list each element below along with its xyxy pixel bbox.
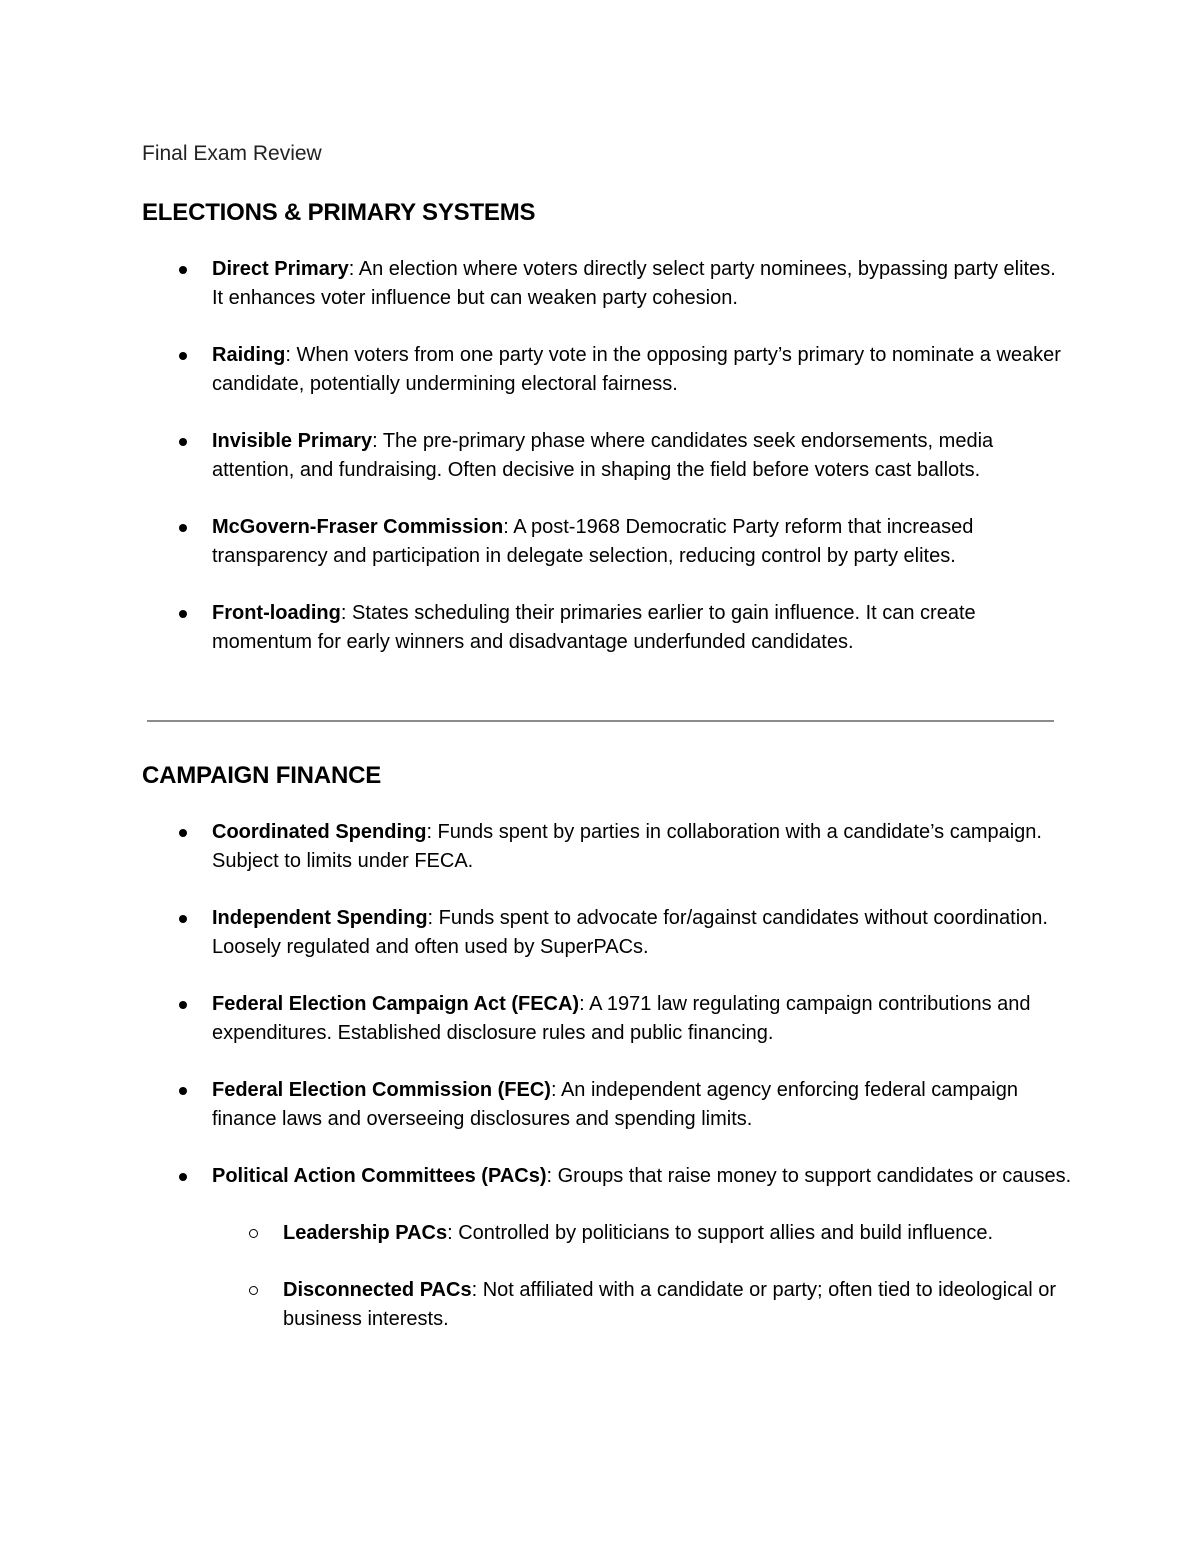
bullet-icon [179,438,187,446]
section-heading-elections: ELECTIONS & PRIMARY SYSTEMS [142,199,536,226]
term-definition: : Funds spent by parties in collaboration with a candidate’s campaign. Subject to limits under FECA. [212,821,1042,872]
term-definition: : A 1971 law regulating campaign contributions and expenditures. Established disclosure rules and public financing. [212,993,1031,1044]
term-definition: : When voters from one party vote in the opposing party’s primary to nominate a weaker candidate, potentially undermining electoral fairness. [212,344,1061,395]
sub-list-item [212,1276,1072,1334]
list-item [142,1076,1072,1134]
bullet-icon [179,266,187,274]
term-definition: : Groups that raise money to support candidates or causes. [546,1165,1072,1187]
hollow-bullet-icon [249,1229,258,1238]
term-name: Federal Election Commission (FEC) [212,1079,551,1101]
list-item [142,255,1072,313]
term-name: Front-loading [212,602,341,624]
term-name: Direct Primary [212,258,349,280]
document-title: Final Exam Review [142,142,322,165]
bullet-icon [179,1001,187,1009]
term-name: Coordinated Spending [212,821,427,843]
term-name: Invisible Primary [212,430,373,452]
bullet-icon [179,610,187,618]
bullet-icon [179,915,187,923]
bullet-icon [179,352,187,360]
term-name: Political Action Committees (PACs) [212,1165,547,1187]
term-definition: : Funds spent to advocate for/against candidates without coordination. Loosely regulated and often used by SuperPACs. [212,907,1048,958]
sub-list-item [212,1219,1072,1248]
list-item [142,1162,1072,1334]
list-item [142,990,1072,1048]
term-definition: : Controlled by politicians to support allies and build influence. [447,1222,994,1244]
term-name: Leadership PACs [283,1222,448,1244]
term-definition: : Not affiliated with a candidate or party; often tied to ideological or business interests. [283,1279,1057,1330]
bullet-icon [179,829,187,837]
horizontal-divider [147,720,1054,722]
list-item [142,513,1072,571]
term-name: McGovern-Fraser Commission [212,516,504,538]
bullet-icon [179,1087,187,1095]
term-name: Federal Election Campaign Act (FECA) [212,993,580,1015]
term-definition: : An independent agency enforcing federal campaign finance laws and overseeing disclosures and spending limits. [212,1079,1018,1130]
term-definition: : States scheduling their primaries earlier to gain influence. It can create momentum for early winners and disadvantage underfunded candidates. [212,602,976,653]
list-item [142,427,1072,485]
list-item [142,599,1072,657]
term-definition: : A post-1968 Democratic Party reform that increased transparency and participation in delegate selection, reducing control by party elites. [212,516,974,567]
elections-term-list [142,255,1072,685]
section-heading-campaign-finance: CAMPAIGN FINANCE [142,762,382,789]
term-name: Disconnected PACs [283,1279,472,1301]
term-name: Independent Spending [212,907,428,929]
list-item [142,341,1072,399]
term-definition: : An election where voters directly select party nominees, bypassing party elites. It enhances voter influence but can weaken party cohesion. [212,258,1056,309]
list-item [142,904,1072,962]
bullet-icon [179,1173,187,1181]
pac-subtype-list [212,1219,1072,1334]
hollow-bullet-icon [249,1286,258,1295]
bullet-icon [179,524,187,532]
term-definition: : The pre-primary phase where candidates seek endorsements, media attention, and fundraising. Often decisive in shaping the field before voters cast ballots. [212,430,994,481]
term-name: Raiding [212,344,286,366]
list-item [142,818,1072,876]
campaign-finance-term-list [142,818,1072,1362]
